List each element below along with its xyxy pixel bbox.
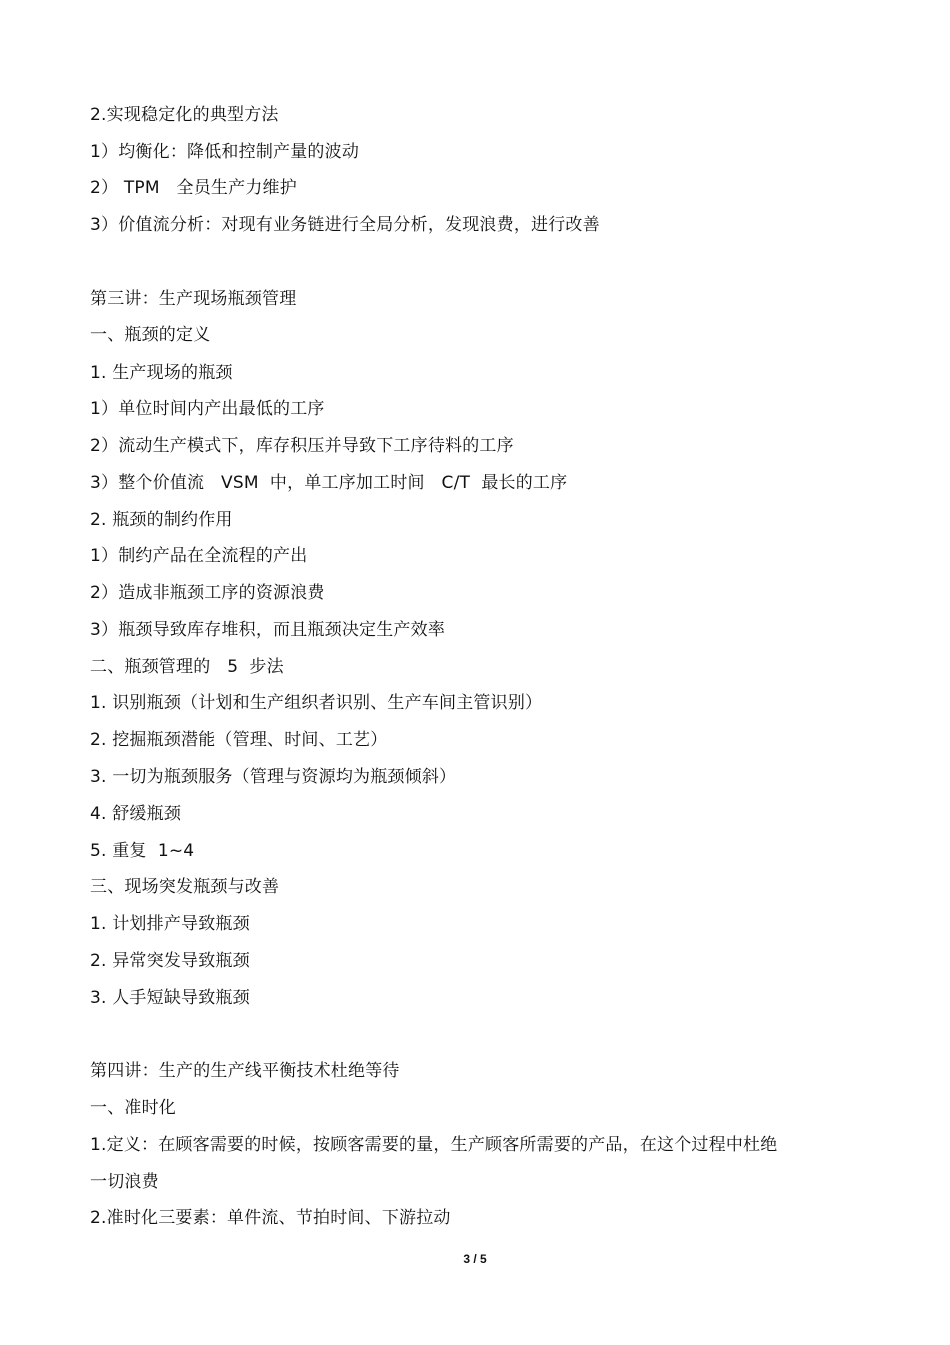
section-heading: 一、瓶颈的定义 (90, 325, 211, 345)
list-item: 2）造成非瓶颈工序的资源浪费 (90, 583, 325, 603)
page-number: 3 / 5 (463, 1252, 487, 1266)
list-item: 4. 舒缓瓶颈 (90, 804, 182, 824)
section-heading: 二、瓶颈管理的 5 步法 (90, 657, 284, 677)
list-item: 1）均衡化：降低和控制产量的波动 (90, 142, 360, 162)
list-item: 2. 挖掘瓶颈潜能（管理、时间、工艺） (90, 730, 388, 750)
list-item: 2.准时化三要素：单件流、节拍时间、下游拉动 (90, 1208, 451, 1228)
section-heading: 一、准时化 (90, 1098, 176, 1118)
list-item: 2） TPM 全员生产力维护 (90, 178, 297, 198)
list-item: 5. 重复 1~4 (90, 841, 195, 861)
subsection-heading: 2. 瓶颈的制约作用 (90, 510, 233, 530)
paragraph-line: 一切浪费 (90, 1172, 159, 1192)
lecture-title: 第三讲：生产现场瓶颈管理 (90, 289, 297, 309)
list-item: 1）单位时间内产出最低的工序 (90, 399, 325, 419)
list-item: 3）价值流分析：对现有业务链进行全局分析，发现浪费，进行改善 (90, 215, 600, 235)
list-item: 3）整个价值流 VSM 中，单工序加工时间 C/T 最长的工序 (90, 473, 568, 493)
subsection-heading: 1. 生产现场的瓶颈 (90, 363, 233, 383)
list-item: 3）瓶颈导致库存堆积，而且瓶颈决定生产效率 (90, 620, 446, 640)
section-heading: 2.实现稳定化的典型方法 (90, 105, 279, 125)
list-item: 2）流动生产模式下，库存积压并导致下工序待料的工序 (90, 436, 514, 456)
list-item: 1）制约产品在全流程的产出 (90, 546, 308, 566)
list-item: 2. 异常突发导致瓶颈 (90, 951, 250, 971)
list-item: 1. 识别瓶颈（计划和生产组织者识别、生产车间主管识别） (90, 693, 543, 713)
paragraph-line: 1.定义：在顾客需要的时候，按顾客需要的量，生产顾客所需要的产品，在这个过程中杜绝 (90, 1135, 778, 1155)
section-heading: 三、现场突发瓶颈与改善 (90, 877, 280, 897)
list-item: 3. 一切为瓶颈服务（管理与资源均为瓶颈倾斜） (90, 767, 457, 787)
lecture-title: 第四讲：生产的生产线平衡技术杜绝等待 (90, 1061, 400, 1081)
list-item: 1. 计划排产导致瓶颈 (90, 914, 250, 934)
list-item: 3. 人手短缺导致瓶颈 (90, 988, 250, 1008)
